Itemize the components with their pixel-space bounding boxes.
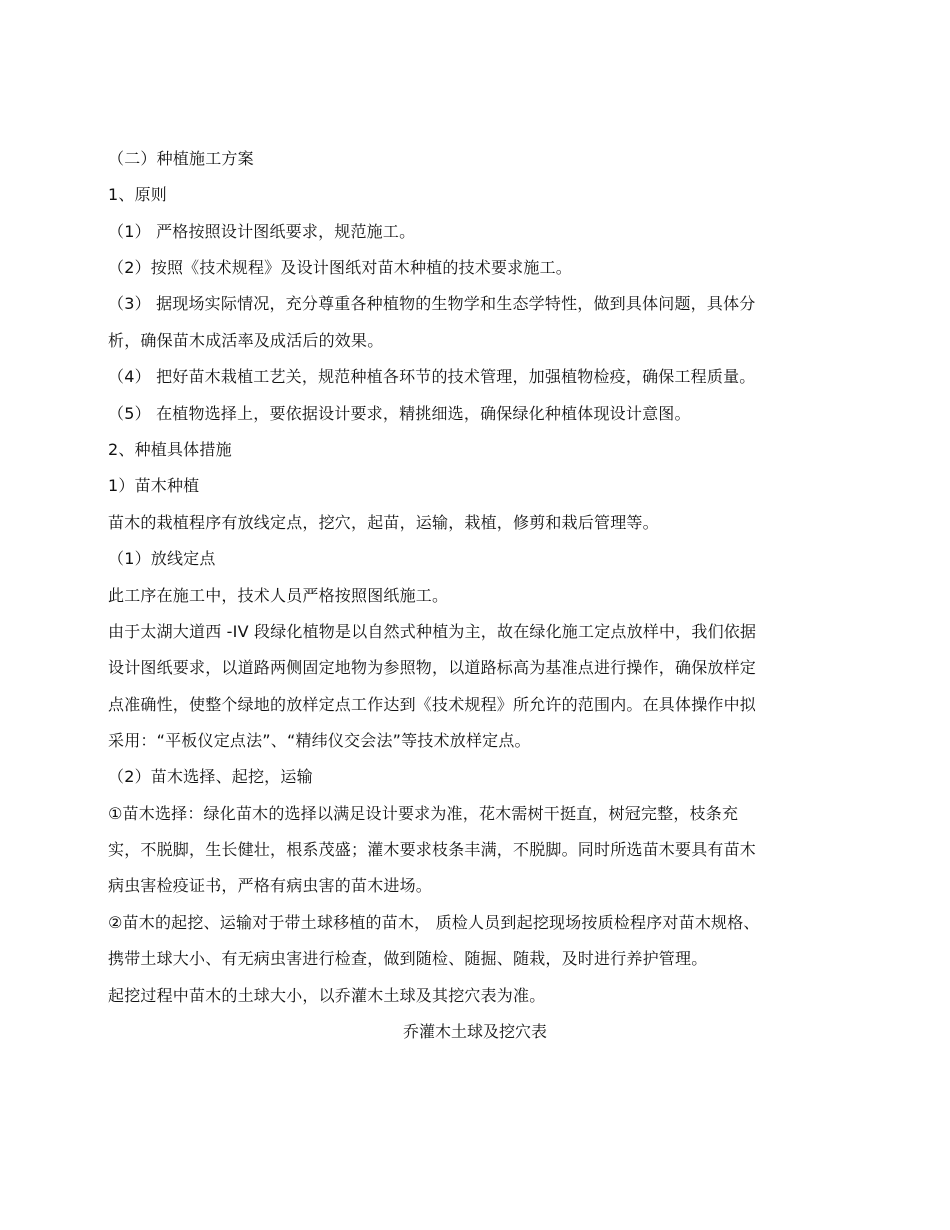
table-caption: 乔灌木土球及挖穴表 <box>402 1022 547 1041</box>
paragraph-line: （2）苗木选择、起挖，运输 <box>108 767 313 786</box>
paragraph-line: （3） 据现场实际情况，充分尊重各种植物的生物学和生态学特性，做到具体问题，具体分 <box>108 294 756 313</box>
paragraph-line: 此工序在施工中，技术人员严格按照图纸施工。 <box>108 586 449 605</box>
paragraph-line: 起挖过程中苗木的土球大小，以乔灌木土球及其挖穴表为准。 <box>108 986 546 1005</box>
paragraph-line: （1） 严格按照设计图纸要求，规范施工。 <box>108 222 416 241</box>
paragraph-line: 由于太湖大道西 -IV 段绿化植物是以自然式种植为主，故在绿化施工定点放样中，我们依据 <box>108 622 757 641</box>
subsection-heading: 1）苗木种植 <box>108 476 200 495</box>
paragraph-line: ②苗木的起挖、运输对于带土球移植的苗木， 质检人员到起挖现场按质检程序对苗木规格、 <box>108 913 760 932</box>
subsection-heading: 1、原则 <box>108 185 167 204</box>
paragraph-line: 病虫害检疫证书，严格有病虫害的苗木进场。 <box>108 876 433 895</box>
paragraph-line: （2）按照《技术规程》及设计图纸对苗木种植的技术要求施工。 <box>108 258 572 277</box>
paragraph-line: ①苗木选择：绿化苗木的选择以满足设计要求为准，花木需树干挺直，树冠完整，枝条充 <box>108 804 739 823</box>
paragraph-line: （5） 在植物选择上，要依据设计要求，精挑细选，确保绿化种植体现设计意图。 <box>108 404 691 423</box>
paragraph-line: 析，确保苗木成活率及成活后的效果。 <box>108 331 384 350</box>
paragraph-line: 实，不脱脚，生长健壮，根系茂盛；灌木要求枝条丰满，不脱脚。同时所选苗木要具有苗木 <box>108 840 757 859</box>
paragraph-line: 采用：“平板仪定点法”、“精纬仪交会法”等技术放样定点。 <box>108 731 531 750</box>
paragraph-line: 设计图纸要求，以道路两侧固定地物为参照物，以道路标高为基准点进行操作，确保放样定 <box>108 658 757 677</box>
paragraph-line: （4） 把好苗木栽植工艺关，规范种植各环节的技术管理，加强植物检疫，确保工程质量。 <box>108 367 756 386</box>
paragraph-line: 点准确性，使整个绿地的放样定点工作达到《技术规程》所允许的范围内。在具体操作中拟 <box>108 695 757 714</box>
paragraph-line: 苗木的栽植程序有放线定点，挖穴，起苗，运输，栽植，修剪和栽后管理等。 <box>108 513 659 532</box>
paragraph-line: 携带土球大小、有无病虫害进行检查，做到随检、随掘、随栽，及时进行养护管理。 <box>108 949 708 968</box>
section-heading: （二）种植施工方案 <box>108 149 254 168</box>
paragraph-line: （1）放线定点 <box>108 549 216 568</box>
subsection-heading: 2、种植具体措施 <box>108 440 232 459</box>
